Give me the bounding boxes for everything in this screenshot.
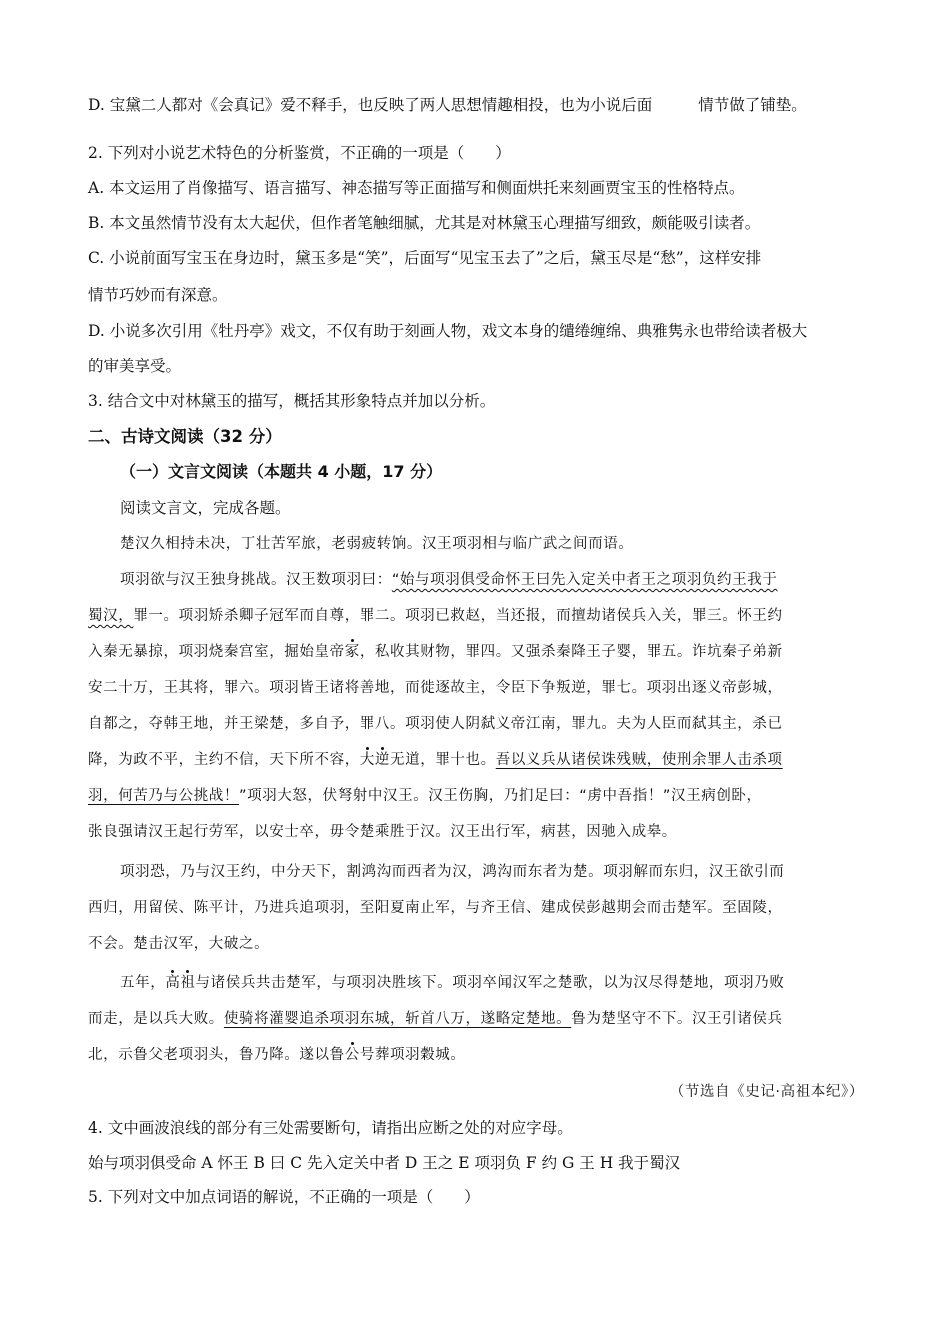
q1-option-d bbox=[88, 95, 864, 115]
passage-text: 与诸侯兵共击楚军，与项羽决胜垓下。项羽卒闻汉军之楚歌，以为汉尽得楚地，项羽乃败 bbox=[195, 975, 785, 991]
wavy-underlined-text: “始与项羽俱受命怀王曰先入定关中者王之项羽负约王我于 bbox=[391, 572, 778, 588]
passage-text: ”项羽大怒，伏弩射中汉王。汉王伤胸，乃扪足曰：“虏中吾指！”汉王病创卧， bbox=[239, 788, 762, 804]
dotted-word: 逆 bbox=[374, 752, 391, 768]
q2-stem: 2. 下列对小说艺术特色的分析鉴赏，不正确的一项是（ ） bbox=[88, 144, 511, 162]
passage-p2-line6 bbox=[88, 750, 864, 770]
q1-option-d-tail: 情节做了铺垫。 bbox=[698, 96, 807, 114]
q5-stem: 5. 下列对文中加点词语的解说，不正确的一项是（ ） bbox=[88, 1188, 480, 1206]
passage-text: 号葬项羽穀城。 bbox=[359, 1047, 466, 1063]
passage-text: 入秦无暴掠，项羽烧秦宫室，掘始皇帝 bbox=[88, 644, 345, 660]
passage-p3-line1: 项羽恐，乃与汉王约，中分天下，割鸿沟而西者为汉，鸿沟而东者为楚。项羽解而东归，汉王欲引而 bbox=[120, 864, 785, 880]
wavy-underlined-text: 蜀汉， bbox=[88, 608, 134, 624]
dotted-word: 高 bbox=[165, 975, 181, 991]
q3-stem: 3. 结合文中对林黛玉的描写，概括其形象特点并加以分析。 bbox=[88, 392, 496, 410]
q4-options: 始与项羽俱受命 A 怀王 B 曰 C 先入定关中者 D 王之 E 项羽负 F 约 G 王 H 我于蜀汉 bbox=[88, 1154, 681, 1172]
passage-text: 鲁为楚坚守不下。汉王引诸侯兵 bbox=[571, 1011, 783, 1027]
underlined-sentence: 羽，何苦乃与公挑战！ bbox=[88, 788, 239, 804]
section-heading: 二、古诗文阅读（32 分） bbox=[88, 427, 282, 446]
q1-option-d-text: D. 宝黛二人都对《会真记》爱不释手，也反映了两人思想情趣相投，也为小说后面 bbox=[88, 96, 653, 114]
passage-text: 降，为政不平，主约不信，天下所不容， bbox=[88, 752, 360, 768]
dotted-word: 冢 bbox=[344, 644, 360, 660]
q2-option-c-line1: C. 小说前面写宝玉在身边时，黛玉多是“笑”，后面写“见宝玉去了”之后，黛玉尽是“愁”，这样安排 bbox=[88, 249, 762, 267]
dotted-word: 大 bbox=[359, 752, 375, 768]
passage-text: 北，示鲁父老项羽头，鲁乃降。遂以鲁 bbox=[88, 1047, 345, 1063]
passage-text: ，私收其财物，罪四。又强杀秦降王子婴，罪五。诈坑秦子弟新 bbox=[359, 644, 783, 660]
passage-text: 无道，罪十也。 bbox=[390, 752, 496, 768]
q4-stem: 4. 文中画波浪线的部分有三处需要断句，请指出应断之处的对应字母。 bbox=[88, 1119, 573, 1137]
passage-p4-line3 bbox=[88, 1045, 864, 1065]
passage-p2-line4: 安二十万，王其将，罪六。项羽皆王诸将善地，而徙逐故主，令臣下争叛逆，罪七。项羽出逐义帝彭城， bbox=[88, 680, 783, 696]
passage-p2-line5: 自都之，夺韩王地，并王梁楚，多自予，罪八。项羽使人阴弑义帝江南，罪九。夫为人臣而弑其主，杀已 bbox=[88, 716, 783, 732]
underlined-sentence: 使骑将灌婴追杀项羽东城，斩首八万，遂略定楚地。 bbox=[223, 1011, 572, 1027]
underlined-sentence: 吾以义兵从诸侯诛残贼，使刑余罪人击杀项 bbox=[495, 752, 783, 768]
passage-p2-line3 bbox=[88, 642, 864, 662]
passage-source: （节选自《史记·高祖本纪》） bbox=[669, 1084, 864, 1100]
passage-p2-line8: 张良强请汉王起行劳军，以安士卒，毋令楚乘胜于汉。汉王出行军，病甚，因驰入成皋。 bbox=[88, 824, 677, 840]
passage-p2-line7 bbox=[88, 786, 864, 806]
passage-text: 项羽欲与汉王独身挑战。汉王数项羽曰： bbox=[120, 572, 392, 588]
dotted-word: 公 bbox=[344, 1047, 360, 1063]
passage-p3-line2: 西归，用留侯、陈平计，乃进兵追项羽，至阳夏南止军，与齐王信、建成侯彭越期会而击楚军。至固陵， bbox=[88, 900, 783, 916]
q2-option-c-line2: 情节巧妙而有深意。 bbox=[88, 286, 228, 304]
passage-p4-line2 bbox=[88, 1009, 864, 1029]
passage-p2-line1 bbox=[120, 570, 864, 590]
q2-option-d-line1: D. 小说多次引用《牡丹亭》戏文，不仅有助于刻画人物，戏文本身的缱绻缠绵、典雅隽永也带给读者极大 bbox=[88, 322, 808, 340]
passage-text: 五年， bbox=[120, 975, 166, 991]
q2-option-a: A. 本文运用了肖像描写、语言描写、神态描写等正面描写和侧面烘托来刻画贾宝玉的性格特点。 bbox=[88, 179, 745, 197]
q2-option-d-line2: 的审美享受。 bbox=[88, 357, 182, 375]
passage-p3-line3: 不会。楚击汉军，大破之。 bbox=[88, 936, 270, 952]
passage-p2-line2 bbox=[88, 606, 864, 626]
subsection-heading: （一）文言文阅读（本题共 4 小题，17 分） bbox=[120, 462, 443, 481]
reading-instruction: 阅读文言文，完成各题。 bbox=[120, 499, 291, 517]
passage-text: 而走，是以兵大败。 bbox=[88, 1011, 224, 1027]
passage-p4-line1 bbox=[120, 973, 864, 993]
passage-text: 罪一。项羽矫杀卿子冠军而自尊，罪二。项羽已救赵，当还报，而擅劫诸侯兵入关，罪三。怀王约 bbox=[133, 608, 783, 624]
passage-p1: 楚汉久相持未决，丁壮苦军旅，老弱疲转饷。汉王项羽相与临广武之间而语。 bbox=[120, 536, 634, 552]
dotted-word: 祖 bbox=[180, 975, 196, 991]
q2-option-b: B. 本文虽然情节没有太大起伏，但作者笔触细腻，尤其是对林黛玉心理描写细致，颇能吸引读者。 bbox=[88, 214, 761, 232]
